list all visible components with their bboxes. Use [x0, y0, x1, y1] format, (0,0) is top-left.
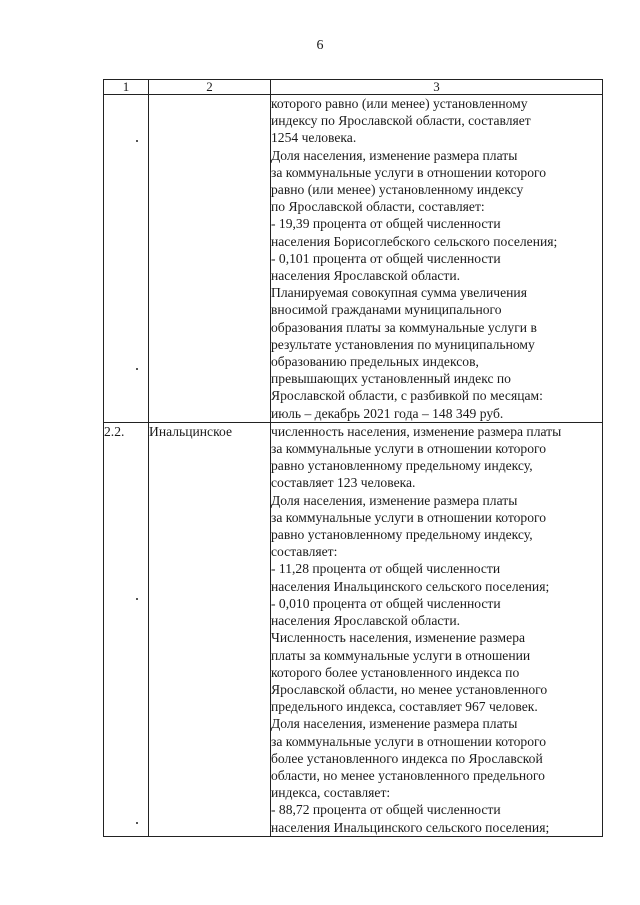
- text-line: - 19,39 процента от общей численности: [271, 216, 501, 232]
- text-line: - 0,010 процента от общей численности: [271, 595, 501, 611]
- text-line: области, но менее установленного предельного: [271, 767, 545, 783]
- text-line: равно установленному предельному индексу,: [271, 527, 533, 543]
- text-line: платы за коммунальные услуги в отношении: [271, 647, 531, 663]
- text-line: численность населения, изменение размера платы: [271, 423, 562, 439]
- text-line: - 88,72 процента от общей численности: [271, 802, 501, 818]
- text-line: составляет:: [271, 544, 338, 560]
- text-line: июль – декабрь 2021 года – 148 349 руб.: [271, 405, 504, 421]
- column-header-2: 2: [149, 80, 271, 95]
- text-line: Ярославской области, с разбивкой по месяцам:: [271, 388, 543, 404]
- text-line: более установленного индекса по Ярославской: [271, 750, 543, 766]
- text-line: за коммунальные услуги в отношении которого: [271, 509, 547, 525]
- text-line: Доля населения, изменение размера платы: [271, 147, 518, 163]
- text-line: населения Инальцинского сельского поселения;: [271, 819, 550, 835]
- text-line: - 11,28 процента от общей численности: [271, 561, 501, 577]
- document-table: [103, 79, 603, 837]
- text-line: - 0,101 процента от общей численности: [271, 250, 501, 266]
- row-description: [271, 422, 603, 836]
- text-line: за коммунальные услуги в отношении которого: [271, 733, 547, 749]
- column-header-3: 3: [271, 80, 603, 95]
- text-line: населения Инальцинского сельского поселения;: [271, 578, 550, 594]
- text-line: Ярославской области, но менее установленного: [271, 681, 548, 697]
- text-line: Доля населения, изменение размера платы: [271, 716, 518, 732]
- text-line: населения Ярославской области.: [271, 268, 461, 284]
- table-header-row: [104, 80, 603, 95]
- row-description: [271, 95, 603, 423]
- text-line: населения Ярославской области.: [271, 613, 461, 629]
- row-number: 2.2.: [104, 422, 149, 836]
- column-header-1: 1: [104, 80, 149, 95]
- table-row: [104, 422, 603, 836]
- text-line: вносимой гражданами муниципального: [271, 302, 502, 318]
- text-line: Планируемая совокупная сумма увеличения: [271, 285, 527, 301]
- page-number: 6: [316, 38, 324, 53]
- text-line: результате установления по муниципальному: [271, 336, 535, 352]
- text-line: превышающих установленный индекс по: [271, 371, 511, 387]
- text-line: которого равно (или менее) установленному: [271, 96, 528, 111]
- text-line: за коммунальные услуги в отношении которого: [271, 441, 547, 457]
- text-line: которого более установленного индекса по: [271, 664, 520, 680]
- text-line: равно установленному предельному индексу,: [271, 458, 533, 474]
- text-line: составляет 123 человека.: [271, 475, 416, 491]
- text-line: индекса, составляет:: [271, 785, 391, 801]
- text-line: равно (или менее) установленному индексу: [271, 182, 524, 198]
- settlement-name: [149, 95, 271, 423]
- text-line: образования платы за коммунальные услуги в: [271, 319, 537, 335]
- text-line: по Ярославской области, составляет:: [271, 199, 485, 215]
- text-line: предельного индекса, составляет 967 человек.: [271, 699, 538, 715]
- text-line: за коммунальные услуги в отношении которого: [271, 164, 547, 180]
- row-number: [104, 95, 149, 423]
- text-line: образованию предельных индексов,: [271, 354, 479, 370]
- text-line: 1254 человека.: [271, 130, 357, 146]
- scan-speck: [136, 822, 138, 824]
- scan-speck: [136, 598, 138, 600]
- text-line: Доля населения, изменение размера платы: [271, 492, 518, 508]
- text-line: Численность населения, изменение размера: [271, 630, 526, 646]
- scan-speck: [136, 368, 138, 370]
- settlement-name: Инальцинское: [149, 422, 271, 836]
- table-row: [104, 95, 603, 423]
- text-line: населения Борисоглебского сельского поселения;: [271, 233, 558, 249]
- text-line: индексу по Ярославской области, составляет: [271, 113, 531, 129]
- scan-speck: [136, 140, 138, 142]
